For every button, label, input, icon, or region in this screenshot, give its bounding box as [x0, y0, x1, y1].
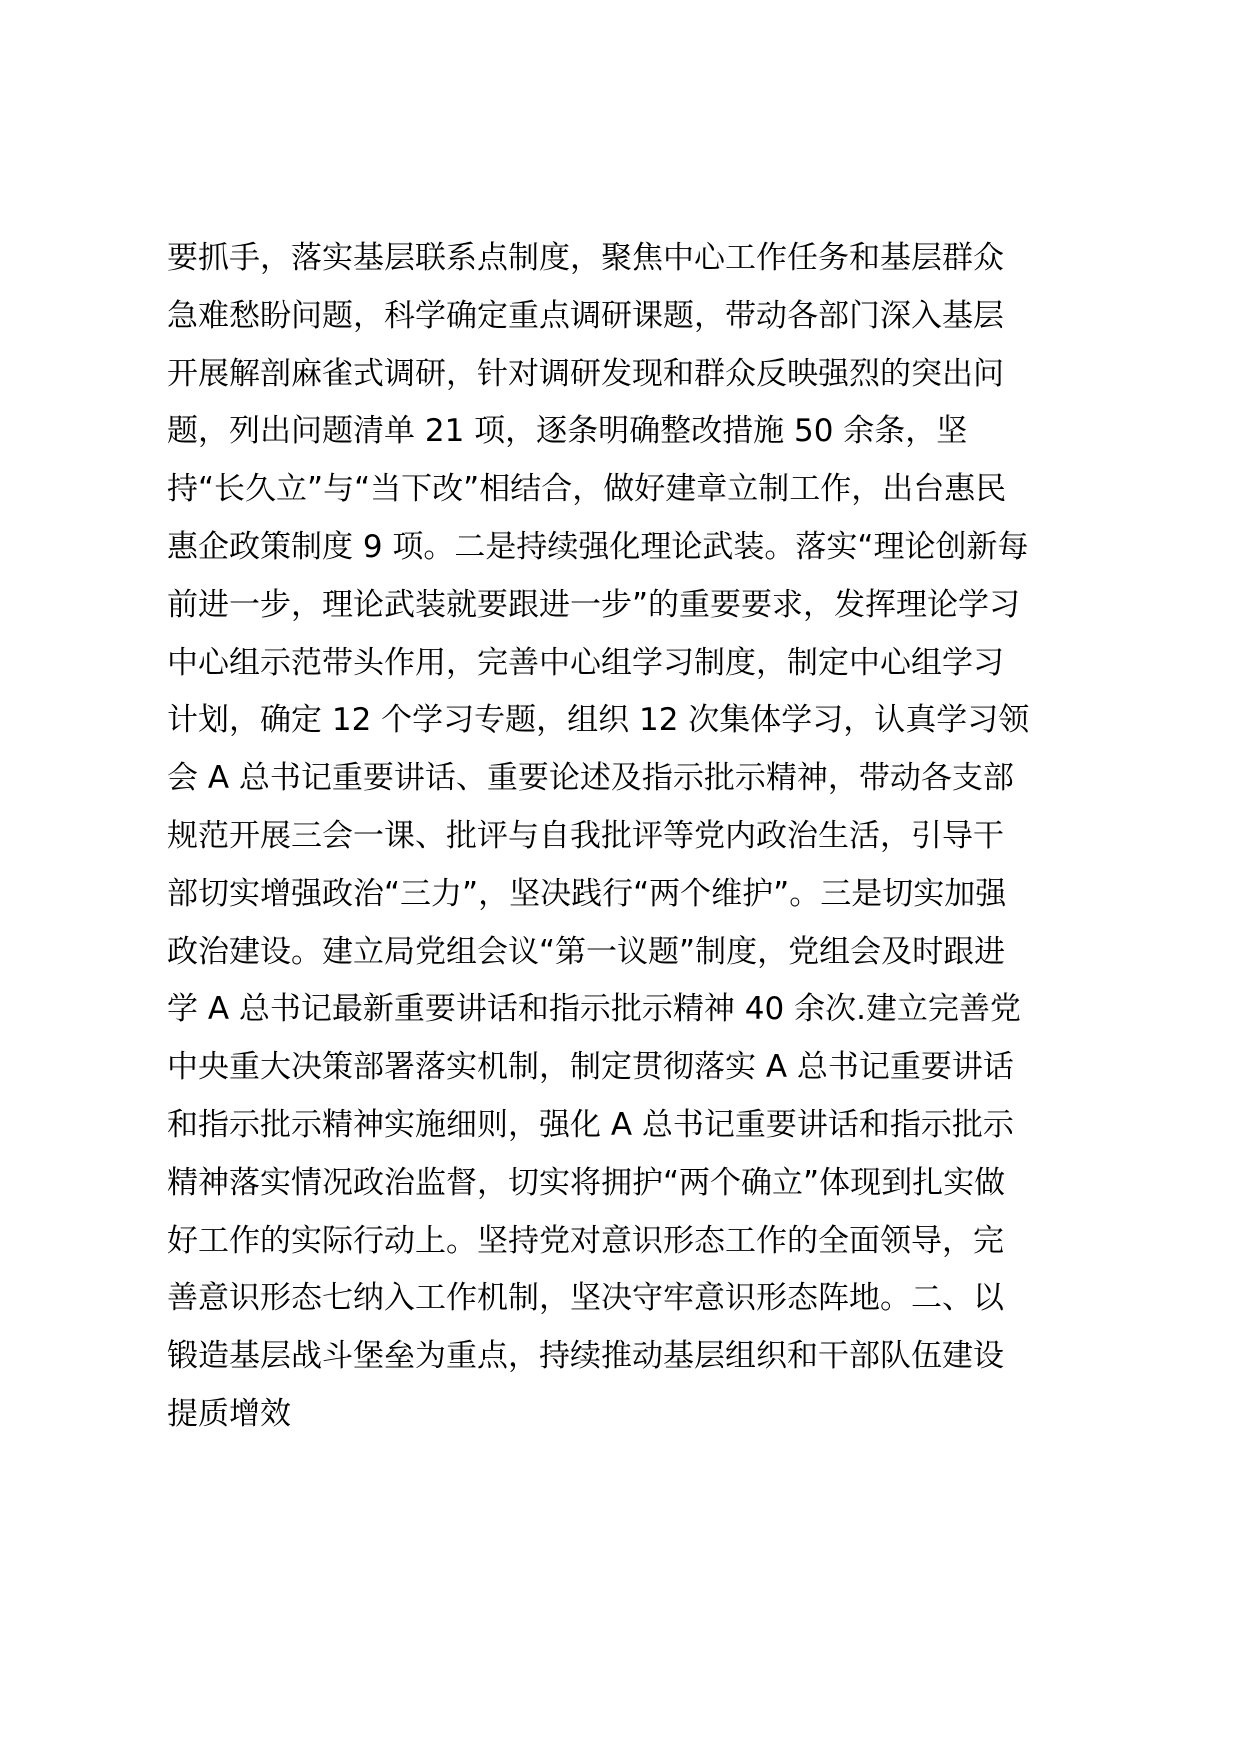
text-line: 中心组示范带头作用，完善中心组学习制度，制定中心组学习: [167, 644, 1004, 681]
text-line: 题，列出问题清单 21 项，逐条明确整改措施 50 余条，坚: [167, 413, 968, 450]
text-line: 部切实增强政治“三力”，坚决践行“两个维护”。三是切实加强: [167, 875, 1007, 912]
text-line: 政治建设。建立局党组会议“第一议题”制度，党组会及时跟进: [167, 933, 1006, 970]
text-line: 锻造基层战斗堡垒为重点，持续推动基层组织和干部队伍建设: [167, 1338, 1004, 1375]
body-paragraph: [167, 230, 1097, 1444]
text-line: 计划，确定 12 个学习专题，组织 12 次集体学习，认真学习领: [167, 702, 1030, 739]
text-line: 学 A 总书记最新重要讲话和指示批示精神 40 余次.建立完善党: [167, 991, 1021, 1028]
text-line: 开展解剖麻雀式调研，针对调研发现和群众反映强烈的突出问: [167, 355, 1004, 392]
text-line: 持“长久立”与“当下改”相结合，做好建章立制工作，出台惠民: [167, 471, 1007, 508]
text-line: 提质增效: [167, 1395, 291, 1432]
text-line: 规范开展三会一课、批评与自我批评等党内政治生活，引导干: [167, 817, 1004, 854]
text-line: 和指示批示精神实施细则，强化 A 总书记重要讲话和指示批示: [167, 1106, 1014, 1143]
text-line: 急难愁盼问题，科学确定重点调研课题，带动各部门深入基层: [167, 297, 1004, 334]
text-line: 要抓手，落实基层联系点制度，聚焦中心工作任务和基层群众: [167, 240, 1004, 276]
text-line: 会 A 总书记重要讲话、重要论述及指示批示精神，带动各支部: [167, 760, 1014, 797]
text-line: 善意识形态七纳入工作机制，坚决守牢意识形态阵地。二、以: [167, 1280, 1004, 1317]
text-line: 前进一步，理论武装就要跟进一步”的重要要求，发挥理论学习: [167, 586, 1021, 623]
text-line: 中央重大决策部署落实机制，制定贯彻落实 A 总书记重要讲话: [167, 1049, 1014, 1086]
text-line: 好工作的实际行动上。坚持党对意识形态工作的全面领导，完: [167, 1222, 1004, 1259]
text-line: 惠企政策制度 9 项。二是持续强化理论武装。落实“理论创新每: [167, 528, 1029, 565]
text-line: 精神落实情况政治监督，切实将拥护“两个确立”体现到扎实做: [167, 1164, 1006, 1201]
